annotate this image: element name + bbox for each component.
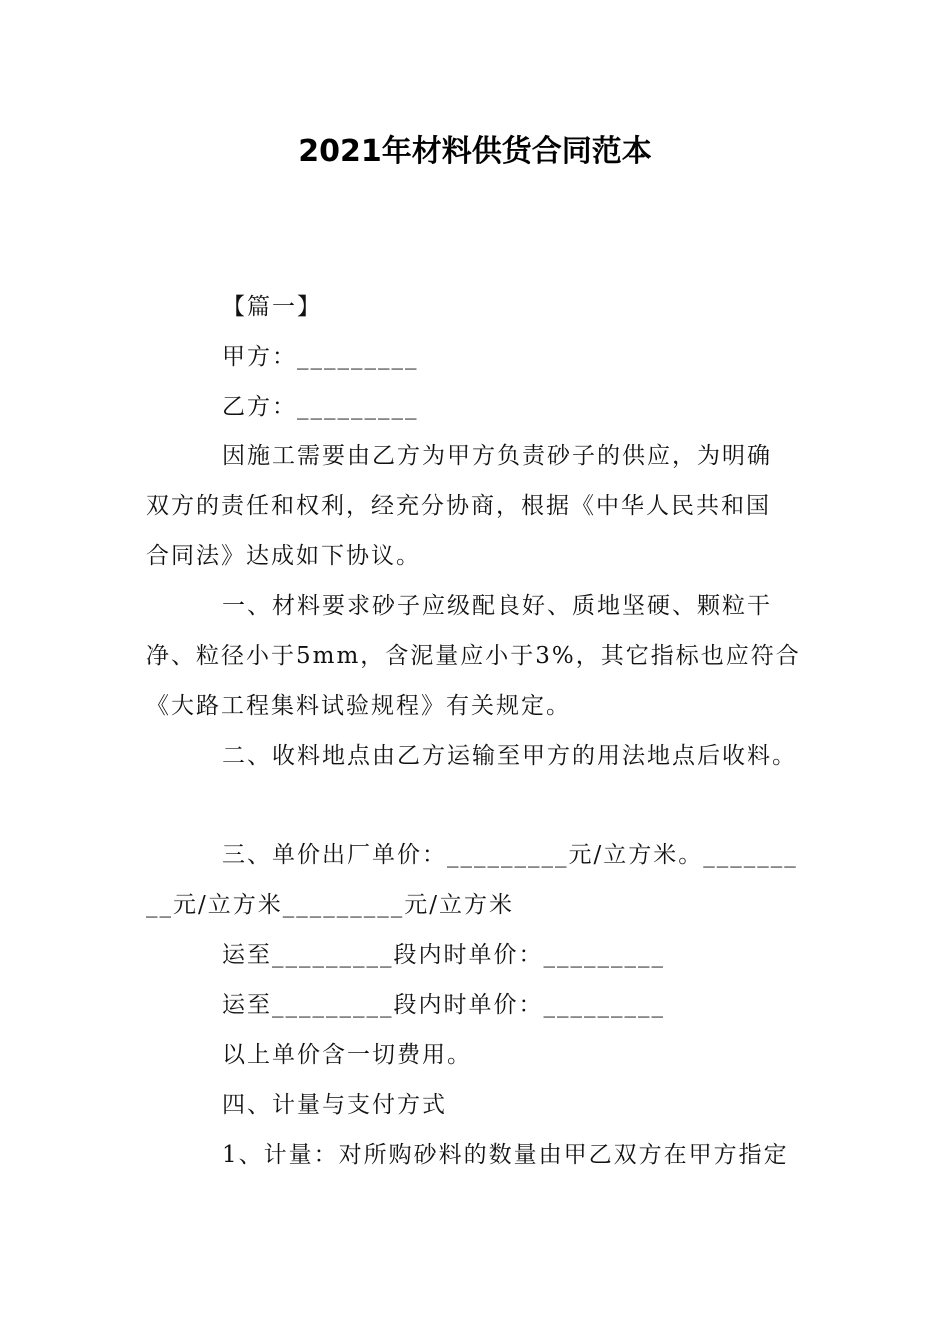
paragraph-line: 合同法》达成如下协议。 — [146, 543, 421, 569]
clause-3-line: 运至_________段内时单价：_________ — [222, 992, 665, 1018]
document-title: 2021年材料供货合同范本 — [298, 134, 652, 169]
party-a-line: 甲方：_________ — [222, 344, 419, 370]
clause-4-heading: 四、计量与支付方式 — [222, 1092, 447, 1118]
party-b-line: 乙方：_________ — [222, 394, 419, 420]
clause-3-line: 运至_________段内时单价：_________ — [222, 942, 665, 968]
paragraph-line: 双方的责任和权利，经充分协商，根据《中华人民共和国 — [146, 493, 771, 519]
clause-3-line: __元/立方米_________元/立方米 — [146, 892, 514, 918]
clause-3-line: 三、单价出厂单价：_________元/立方米。_______ — [222, 842, 798, 868]
paragraph-line: 因施工需要由乙方为甲方负责砂子的供应，为明确 — [222, 443, 772, 469]
clause-4-line: 1、计量：对所购砂料的数量由甲乙双方在甲方指定 — [222, 1142, 789, 1168]
clause-1-line: 一、材料要求砂子应级配良好、质地坚硬、颗粒干 — [222, 593, 772, 619]
section-heading: 【篇一】 — [222, 294, 322, 320]
clause-1-line: 净、粒径小于5mm，含泥量应小于3%，其它指标也应符合 — [146, 643, 801, 669]
clause-2-line: 二、收料地点由乙方运输至甲方的用法地点后收料。 — [222, 743, 797, 769]
clause-3-line: 以上单价含一切费用。 — [222, 1042, 472, 1068]
clause-1-line: 《大路工程集料试验规程》有关规定。 — [146, 693, 571, 719]
